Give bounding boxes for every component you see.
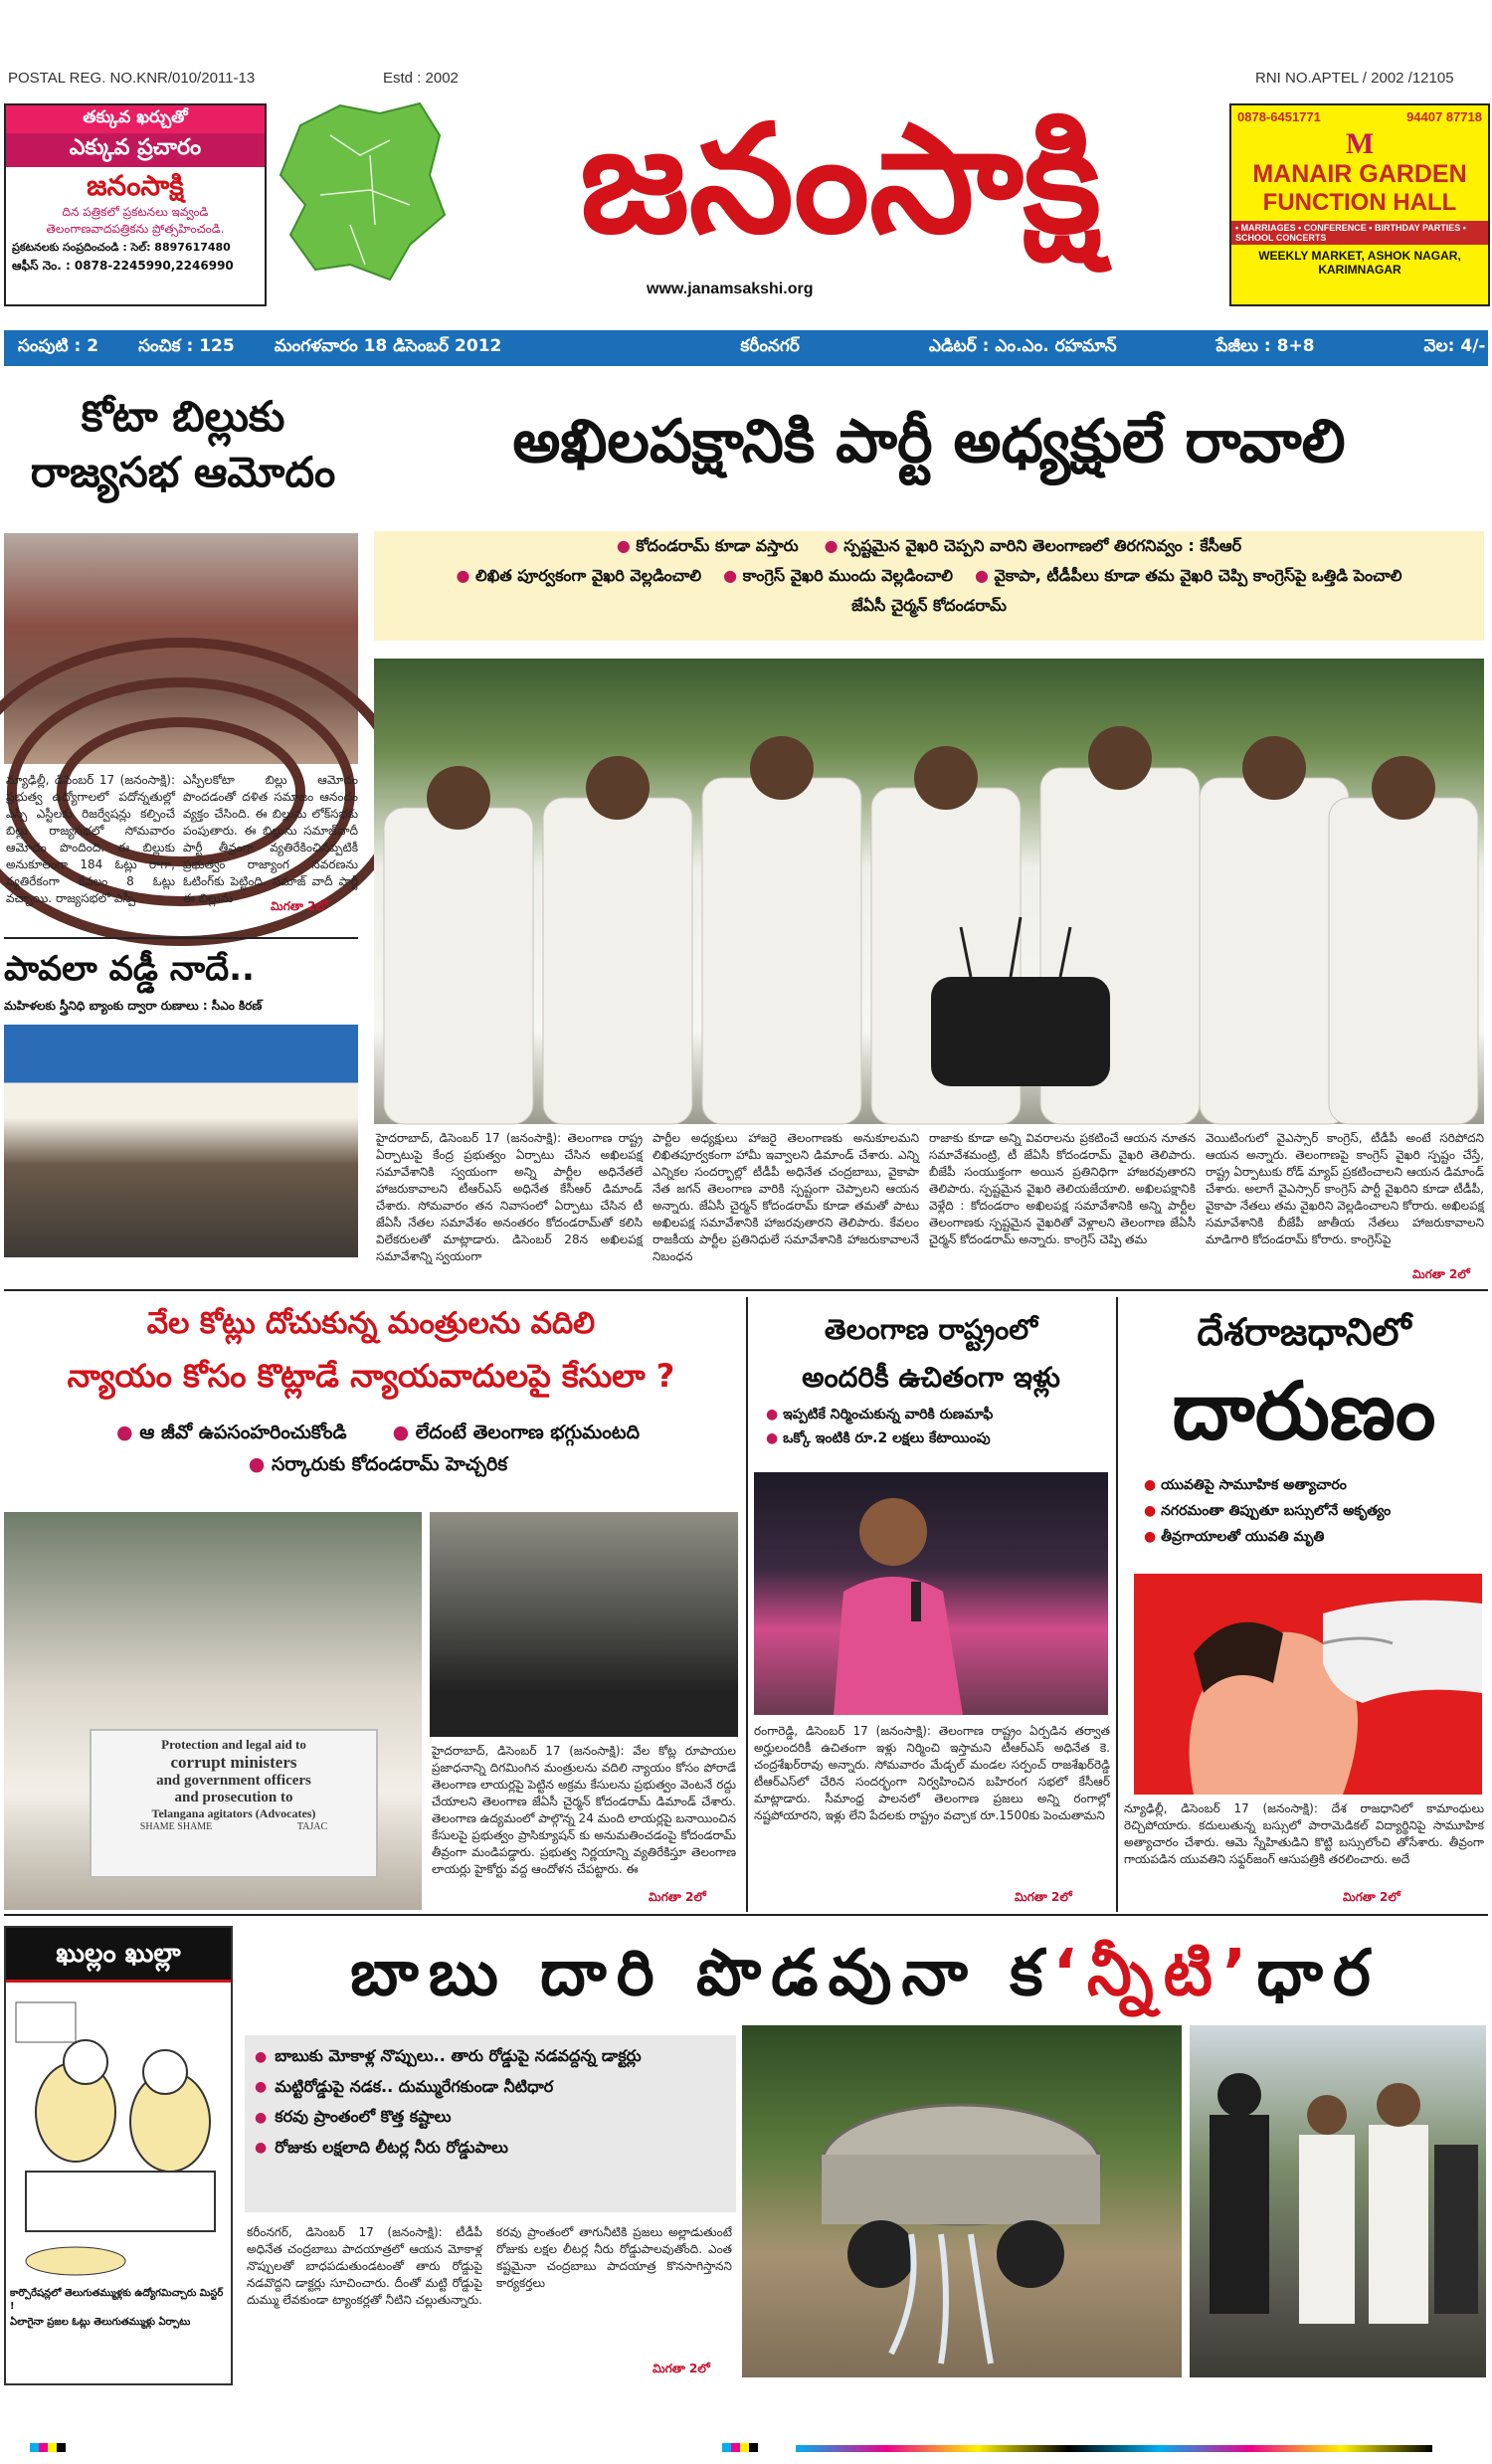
- divider: [746, 1297, 748, 1912]
- babu-bullet-4: ● రోజుకు లక్షలాది లీటర్ల నీరు రోడ్డుపాలు: [255, 2133, 726, 2164]
- lawyers-continued: మిగతా 2లో: [649, 1890, 706, 1904]
- ad-venue-name: MANAIR GARDEN: [1252, 160, 1467, 188]
- postal-reg: POSTAL REG. NO.KNR/010/2011-13: [8, 70, 256, 87]
- lawyers-headline: న్యాయం కోసం కొట్లాడే న్యాయవాదులపై కేసులా ?: [67, 1357, 675, 1395]
- ad-services: • MARRIAGES • CONFERENCE • BIRTHDAY PARTIES • SCHOOL CONCERTS: [1231, 221, 1488, 245]
- cartoon-box: [4, 1926, 233, 2385]
- capital-headline-1: దేశరాజధానిలో: [1197, 1310, 1411, 1354]
- divider: [1116, 1297, 1118, 1912]
- main-headline: అఖిలపక్షానికి పార్టీ అధ్యక్షులే రావాలి: [512, 407, 1346, 476]
- lawyers-protest-photo: [430, 1512, 738, 1737]
- main-bullets-box: [374, 531, 1484, 641]
- cartoon-caption-2: ఏలాగైనా ప్రజల ఓట్లు తెలుగుతమ్ముళ్లు ఏర్పాటు: [10, 2317, 191, 2328]
- cm-kiran-photo: [4, 1025, 358, 1257]
- houses-body: రంగారెడ్డి, డిసెంబర్ 17 (జనంసాక్షి): తెలంగాణ రాష్ట్రం ఏర్పడిన తర్వాత అర్హులందరికీ ఉచితంగా ఇళ్లు నిర్మించి ఇస్తామని టీఆర్‌ఎస్ అధినేత కె. చంద్రశేఖర్‌రావు అన్నారు. సోమవారం మేడ్చల్ మండల సర్పంచ్ రాజశేఖర్‌రెడ్డి టీఆర్‌ఎస్‌లో చేరిన సందర్భంగా నిర్వహించిన బహిరంగ సభలో కేసీఆర్ మాట్లాడారు. సీమాంధ్ర పాలనలో తెలంగాణ ప్రజలు అన్ని రంగాల్లో నష్టపోయారని, ఇళ్లు లేని పేదలకు రాష్ట్రం వచ్చాక రూ.1500కు పెంచుతామని: [754, 1724, 1110, 1822]
- chandrababu-walk-photo: [1190, 2025, 1486, 2377]
- capital-continued: మిగతా 2లో: [1343, 1890, 1400, 1904]
- babu-bullet-3: ● కరవు ప్రాంతంలో కొత్త కష్టాలు: [255, 2102, 726, 2133]
- telangana-map-icon: [271, 95, 450, 284]
- ad-address: WEEKLY MARKET, ASHOK NAGAR, KARIMNAGAR: [1258, 249, 1461, 277]
- capital-illustration: [1134, 1574, 1482, 1795]
- kcr-speech-photo: [754, 1472, 1108, 1715]
- ad-cell: ప్రకటనలకు సంప్రదించండి : సెల్: 8897617480: [12, 241, 231, 254]
- babu-body: కరీంనగర్, డిసెంబర్ 17 (జనంసాక్షి): టీడీపీ అధినేత చంద్రబాబు పాదయాత్రలో ఆయన మోకాళ్ల నొప్పులతో బాధపడుతుండటంతో తారు రోడ్డుపై నడవొద్దని డాక్టర్లు సూచించారు. దీంతో మట్టి రోడ్డుపై దుమ్ము లేవకుండా ట్యాంకర్లతో నీటిని చల్లుతున్నారు. కరవు ప్రాంతంలో తాగునీటికి ప్రజలు అల్లాడుతుంటే రోజుకు లక్షల లీటర్ల నీరు రోడ్డుపాలవుతోంది. ఎంత కష్టమైనా చంద్రబాబు పాదయాత్ర కొనసాగిస్తానని కార్యకర్తలు: [247, 2225, 732, 2307]
- babu-bullet-1: ● బాబుకు మోకాళ్ల నొప్పులు.. తారు రోడ్డుపై నడవద్దన్న డాక్టర్లు: [255, 2041, 726, 2072]
- main-bullet-2: ● స్పష్టమైన వైఖరి చెప్పని వారిని తెలంగాణలో తిరగనివ్వం : కేసీఆర్: [824, 536, 1242, 555]
- ad-logo-icon: M: [1345, 127, 1375, 160]
- ad-line-3: దిన పత్రికలో ప్రకటనలు ఇవ్వండి: [62, 205, 209, 219]
- cartoon-drawing: [6, 1983, 231, 2281]
- divider: [4, 1914, 1488, 1916]
- website: www.janamsakshi.org: [647, 281, 814, 297]
- main-bullet-6: జేఏసీ చైర్మన్ కోదండరామ్: [851, 596, 1007, 615]
- babu-headline-quote: ‘న్నీటి’: [1052, 1937, 1257, 2010]
- main-bullet-1: ● కోదండరామ్ కూడా వస్తారు: [616, 536, 799, 555]
- volume-number: సంపుటి : 2: [18, 336, 99, 356]
- capital-bullet-3: ● తీవ్రగాయాలతో యువతి మృతి: [1144, 1529, 1325, 1545]
- quota-headline-1: కోటా బిల్లుకు: [81, 392, 285, 441]
- ad-line-1: తక్కువ ఖర్చుతో: [6, 105, 265, 133]
- houses-headline-2: అందరికీ ఉచితంగా ఇళ్లు: [802, 1361, 1060, 1394]
- houses-bullets: [766, 1403, 1110, 1450]
- registration-marks: [30, 2443, 66, 2452]
- babu-bullets-box: [245, 2035, 736, 2212]
- pavala-subhead: మహిళలకు స్త్రీనిధి బ్యాంకు ద్వారా రుణాలు : సీఎం కిరణ్: [4, 999, 263, 1013]
- main-body-col-2: పార్టీల అధ్యక్షులు హాజరై తెలంగాణకు అనుకూలమని లిఖితపూర్వకంగా హామీ ఇవ్వాలని డిమాండ్ చేశారు. ఎన్ని ఎన్నికల సందర్భాల్లో టీడీపీ అధినేత చంద్రబాబు, వైకాపా నేత జగన్ తెలంగాణ వారికి స్పష్టంగా చెప్పాలని ఆయన అన్నారు. జేఏసీ చైర్మన్ కోదండరామ్ కూడా తమతో పాటు అఖిలపక్ష సమావేశానికి హాజరవుతారని తెలిపారు. కేవలం రాజకీయ పార్టీల ప్రతినిధులే సమావేశానికి హాజరుకావాలనే నిబంధన: [653, 1131, 919, 1263]
- registration-marks: [722, 2443, 758, 2452]
- ad-phone-1: 0878-6451771: [1237, 109, 1321, 124]
- cartoon-caption-1: కార్పొరేషన్లలో తెలుగుతమ్ముళ్లకు ఉద్యోగమిచ్చారు మిస్టర్ !: [10, 2288, 224, 2312]
- divider: [4, 937, 358, 939]
- capital-bullet-2: ● నగరమంతా తిప్పుతూ బస్సులోనే అకృత్యం: [1144, 1503, 1392, 1519]
- houses-headline-1: తెలంగాణ రాష్ట్రంలో: [824, 1313, 1038, 1346]
- ad-line-2: ఎక్కువ ప్రచారం: [6, 133, 265, 167]
- issue-info-bar: [4, 330, 1488, 366]
- quota-body-right: ఎస్పీలకోటా బిల్లు ఆమోదం పొందడంతో దళిత సమాజం ఆనందం వ్యక్తం చేసింది. ఈ బిల్లును లోక్‌సభకు పంపుతారు. ఈ బిల్లును సమాజ్‌వాదీ పార్టీ తీవ్రంగా వ్యతిరేకించినప్పటికీ ప్రభుత్వం రాజ్యాంగ సవరణను ఓటింగ్‌కు పెట్టింది. సమాజ్ వాదీ పార్టీ ఈ బిల్లును: [183, 773, 358, 905]
- capital-bullets: [1144, 1472, 1486, 1550]
- ad-brand: జనంసాక్షి: [87, 169, 184, 202]
- lawyers-bullets: [20, 1417, 736, 1480]
- babu-bullet-2: ● మట్టిరోడ్డుపై నడక.. దుమ్మురేగకుండా నీటిధార: [255, 2072, 726, 2103]
- main-bullet-3: ● లిఖిత పూర్వకంగా వైఖరి వెల్లడించాలి: [456, 566, 702, 585]
- quota-continued: మిగతా 2లో: [271, 899, 328, 913]
- capital-body: న్యూఢిల్లీ, డిసెంబర్ 17 (జనంసాక్షి): దేశ రాజధానిలో కామాంధులు రెచ్చిపోయారు. కదులుతున్న బస్సులో పారామెడికల్ విద్యార్థినిపై సామూహిక అత్యాచారం చేశారు. ఆమె స్నేహితుడిని కొట్టి బస్సులోంచి తోసేశారు. తీవ్రంగా గాయపడిన యువతిని సఫ్దర్‌జంగ్ ఆసుపత్రికి తరలించారు. అదే: [1124, 1801, 1484, 1866]
- rni-number: RNI NO.APTEL / 2002 /12105: [1255, 70, 1454, 87]
- page-count: పేజీలు : 8+8: [1215, 336, 1315, 356]
- lawyers-kicker: వేల కోట్లు దోచుకున్న మంత్రులను వదిలి: [146, 1306, 596, 1341]
- main-bullet-4: ● కాంగ్రెస్ వైఖరి ముందు వెల్లడించాలి: [723, 566, 953, 585]
- kcr-press-meet-photo: [374, 659, 1484, 1124]
- lawyers-bullet-1: ● ఆ జీవో ఉపసంహరించుకోండి: [116, 1422, 347, 1443]
- ad-venue-sub: FUNCTION HALL: [1262, 189, 1457, 216]
- houses-bullet-1: ● ఇప్పటికే నిర్మించుకున్న వారికి రుణమాఫీ: [766, 1407, 994, 1422]
- pavala-headline: పావలా వడ్డీ నాదే..: [4, 949, 255, 989]
- houses-bullet-2: ● ఒక్కో ఇంటికి రూ.2 లక్షలు కేటాయింపు: [766, 1430, 991, 1446]
- babu-continued: మిగతా 2లో: [653, 2362, 710, 2375]
- ad-line-4: తెలంగాణవాదపత్రికను ప్రోత్సహించండి.: [46, 222, 225, 236]
- established: Estd : 2002: [383, 70, 459, 87]
- quota-body-left: న్యూఢిల్లీ, డిసెంబర్ 17 (జనంసాక్షి): ప్రభుత్వ ఉద్యోగాలలో పదోన్నతుల్లో ఎస్సీ ఎస్టీలకు రిజర్వేషన్లు కల్పించే బిల్లు రాజ్యసభలో సోమవారం ఆమోదం పొందింది. ఈ బిల్లుకు అనుకూలంగా 184 ఓట్లు రాగా, వ్యతిరేకంగా కేవలం 8 ఓట్లు వచ్చాయి. రాజ్యసభలో ఎస్పీ: [6, 773, 175, 905]
- main-body-col-3: రాజాకు కూడా అన్ని వివరాలను ప్రకటించే ఆయన నూతన సమావేశమంట్రి, టీ జేఏసీ కోదండరామ్ వైఖరి తెలిపారు. బీజేపీ సంయుక్తంగా అయిన ప్రతినిధిగా హాజరవుతారని తెలిపారు. స్పష్టమైన వైఖరి తెలియజేయాలి. అఖిలపక్షానికి వెళ్లేది : కోదండరాం అఖిలపక్ష సమావేశానికి అన్ని పార్టీల తెలంగాణకు స్పష్టమైన వైఖరితో వెళ్లాలని తెలంగాణ జేఏసీ చైర్మన్ కోదండరామ్ అన్నారు. కాంగ్రెస్ చెప్పి తమ: [929, 1131, 1196, 1246]
- divider: [4, 1289, 1488, 1291]
- advertisement-right: [1229, 103, 1490, 306]
- cartoon-title: ఖుల్లం ఖుల్లా: [6, 1928, 231, 1983]
- lawyers-bullet-2: ● లేదంటే తెలంగాణ భగ్గుమంటది: [392, 1422, 640, 1443]
- price: వెల: 4/-: [1423, 336, 1486, 356]
- newspaper-title: జనంసాక్షి: [580, 94, 1101, 267]
- issue-place: కరీంనగర్: [740, 336, 800, 356]
- main-body-col-1: హైదరాబాద్, డిసెంబర్ 17 (జనంసాక్షి): తెలంగాణ రాష్ట్ర ఏర్పాటుపై కేంద్ర ప్రభుత్వం ఏర్పాటు చేసిన అఖిలపక్ష సమావేశానికి స్వయంగా అన్ని పార్టీల అధినేతలే హాజరుకావాలని టీఆర్‌ఎస్ అధినేత కేసీఆర్ డిమాండ్ చేశారు. సోమవారం తన నివాసంలో ఏర్పాటు చేసిన టీ జేఏసీ నేతల సమావేశం అనంతరం కోదండరామ్‌తో కలిసి విలేకరులతో మాట్లాడారు. డిసెంబర్ 28న అఖిలపక్ష సమావేశాన్ని స్వయంగా: [376, 1131, 643, 1263]
- capital-bullet-1: ● యువతిపై సామూహిక అత్యాచారం: [1144, 1477, 1347, 1493]
- protest-placard: Protection and legal aid to corrupt ministers and government officers and prosecution to Telangana agitators (Advocates) SHAME SHAME TAJAC: [90, 1729, 378, 1878]
- issue-number: సంచిక : 125: [138, 336, 235, 356]
- lawyers-body: హైదరాబాద్, డిసెంబర్ 17 (జనంసాక్షి): వేల కోట్ల రూపాయల ప్రజాధనాన్ని దిగమింగిన మంత్రులను వదిలి న్యాయం కోసం పోరాడే తెలంగాణ లాయర్లపై పెట్టిన అక్రమ కేసులను ప్రభుత్వం వెంటనే రద్దు చేయాలని తెలంగాణ జేఏసీ చైర్మన్ కోదండరామ్ డిమాండ్ చేశారు. తెలంగాణ ఉద్యమంలో పాల్గొన్న 24 మంది లాయర్లపై బనాయించిన కేసులపై ప్రభుత్వం ప్రాసిక్యూషన్ కు అనుమతించడంపై కోదండరామ్ తీవ్రంగా మండిపడ్డారు. ప్రభుత్వ నిర్ణయాన్ని వ్యతిరేకిస్తూ తెలంగాణ లాయర్లు హైకోర్టు వద్ద ఆందోళన చేపట్టారు. ఈ: [432, 1744, 736, 1876]
- rajya-sabha-photo: [4, 533, 358, 764]
- houses-continued: మిగతా 2లో: [1015, 1890, 1072, 1904]
- babu-headline: బాబు దారి పొడవునా క‘న్నీటి’ధార: [350, 1937, 1381, 2010]
- water-tanker-photo: [742, 2025, 1182, 2377]
- color-bar: [796, 2445, 1432, 2452]
- capital-headline-2: దారుణం: [1172, 1365, 1436, 1457]
- ad-office: ఆఫీస్ నెం. : 0878-2245990,2246990: [12, 259, 234, 273]
- main-bullet-5: ● వైకాపా, టీడీపీలు కూడా తమ వైఖరి చెప్పి కాంగ్రెస్‌పై ఒత్తిడి పెంచాలి: [974, 566, 1402, 585]
- advertisement-left: [4, 103, 267, 306]
- main-body-col-4: వెయిటింగులో వైఎస్సార్ కాంగ్రెస్, టీడీపీ అంటే సరిపోదని ఆయన అన్నారు. తెలంగాణపై కాంగ్రెస్ వైఖరి స్పష్టం చేస్తే, రాష్ట్ర ఏర్పాటుకు రోడ్ మ్యాప్ ప్రకటించాలని ఆయన డిమాండ్ చేశారు. అలాగే వైఎస్సార్ కాంగ్రెస్ పార్టీ వైఖరిని కూడా టీడీపీ, వైకాపా నేతలు తమ వైఖరిని వెల్లడించాలని కోరారు. అఖిలపక్ష సమావేశానికి బీజేపీ జాతీయ నేతలు హాజరుకావాలని మాడిగారి కోదండరామ్ కోరారు. కాంగ్రెస్‌పై: [1206, 1131, 1484, 1246]
- editor-name: ఎడిటర్ : ఎం.ఎం. రహమాన్: [928, 336, 1117, 356]
- ad-phone-2: 94407 87718: [1406, 109, 1482, 124]
- quota-headline-2: రాజ్యసభ ఆమోదం: [30, 448, 336, 496]
- lawyers-bullet-3: ● సర్కారుకు కోదండరామ్ హెచ్చరిక: [248, 1453, 508, 1475]
- kodandaram-placard-photo: [4, 1512, 422, 1910]
- main-continued: మిగతా 2లో: [1412, 1267, 1470, 1281]
- issue-date: మంగళవారం 18 డిసెంబర్ 2012: [274, 336, 502, 356]
